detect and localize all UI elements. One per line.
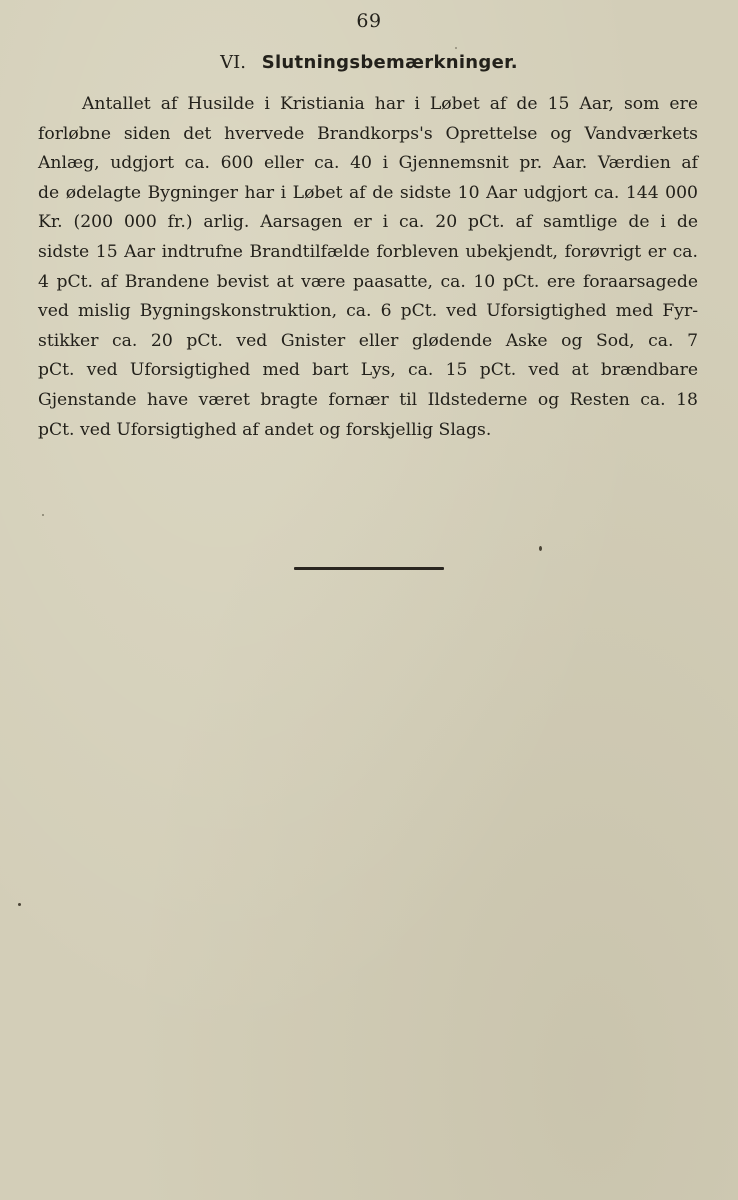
paragraph-line: forløbne siden det hvervede Brandkorps's Oprettelse og Vandværkets — [38, 123, 698, 144]
paragraph-line: sidste 15 Aar indtrufne Brandtilfælde forbleven ubekjendt, forøvrigt er ca. — [38, 241, 698, 262]
paragraph-line: pCt. ved Uforsigtighed af andet og forskjellig Slags. — [38, 419, 492, 440]
section-title: Slutningsbemærkninger. — [261, 52, 518, 73]
closing-rule — [294, 567, 444, 570]
section-heading — [0, 52, 738, 73]
body-paragraph — [38, 90, 698, 445]
paper-speck — [455, 47, 457, 49]
paragraph-line: 4 pCt. af Brandene bevist at være paasatte, ca. 10 pCt. ere foraarsagede — [38, 271, 698, 292]
paragraph-line: stikker ca. 20 pCt. ved Gnister eller glødende Aske og Sod, ca. 7 — [38, 330, 698, 351]
paragraph-line: ved mislig Bygningskonstruktion, ca. 6 pCt. ved Uforsigtighed med Fyr- — [38, 301, 698, 322]
paragraph-line: Antallet af Husilde i Kristiania har i Løbet af de 15 Aar, som ere — [82, 94, 698, 114]
section-numeral: VI. — [220, 52, 246, 73]
paragraph-line: pCt. ved Uforsigtighed med bart Lys, ca. 15 pCt. ved at brændbare — [38, 360, 698, 381]
paragraph-line: Gjenstande have været bragte fornær til Ildstederne og Resten ca. 18 — [38, 389, 698, 410]
paragraph-line: Anlæg, udgjort ca. 600 eller ca. 40 i Gjennemsnit pr. Aar. Værdien af — [38, 153, 698, 174]
page-number: 69 — [356, 10, 382, 32]
paper-speck — [539, 546, 542, 551]
paper-speck — [18, 903, 21, 906]
paragraph-line: de ødelagte Bygninger har i Løbet af de sidste 10 Aar udgjort ca. 144 000 — [38, 182, 698, 203]
paper-speck — [42, 514, 44, 516]
paragraph-line: Kr. (200 000 fr.) arlig. Aarsagen er i ca. 20 pCt. af samtlige de i de — [38, 212, 698, 233]
